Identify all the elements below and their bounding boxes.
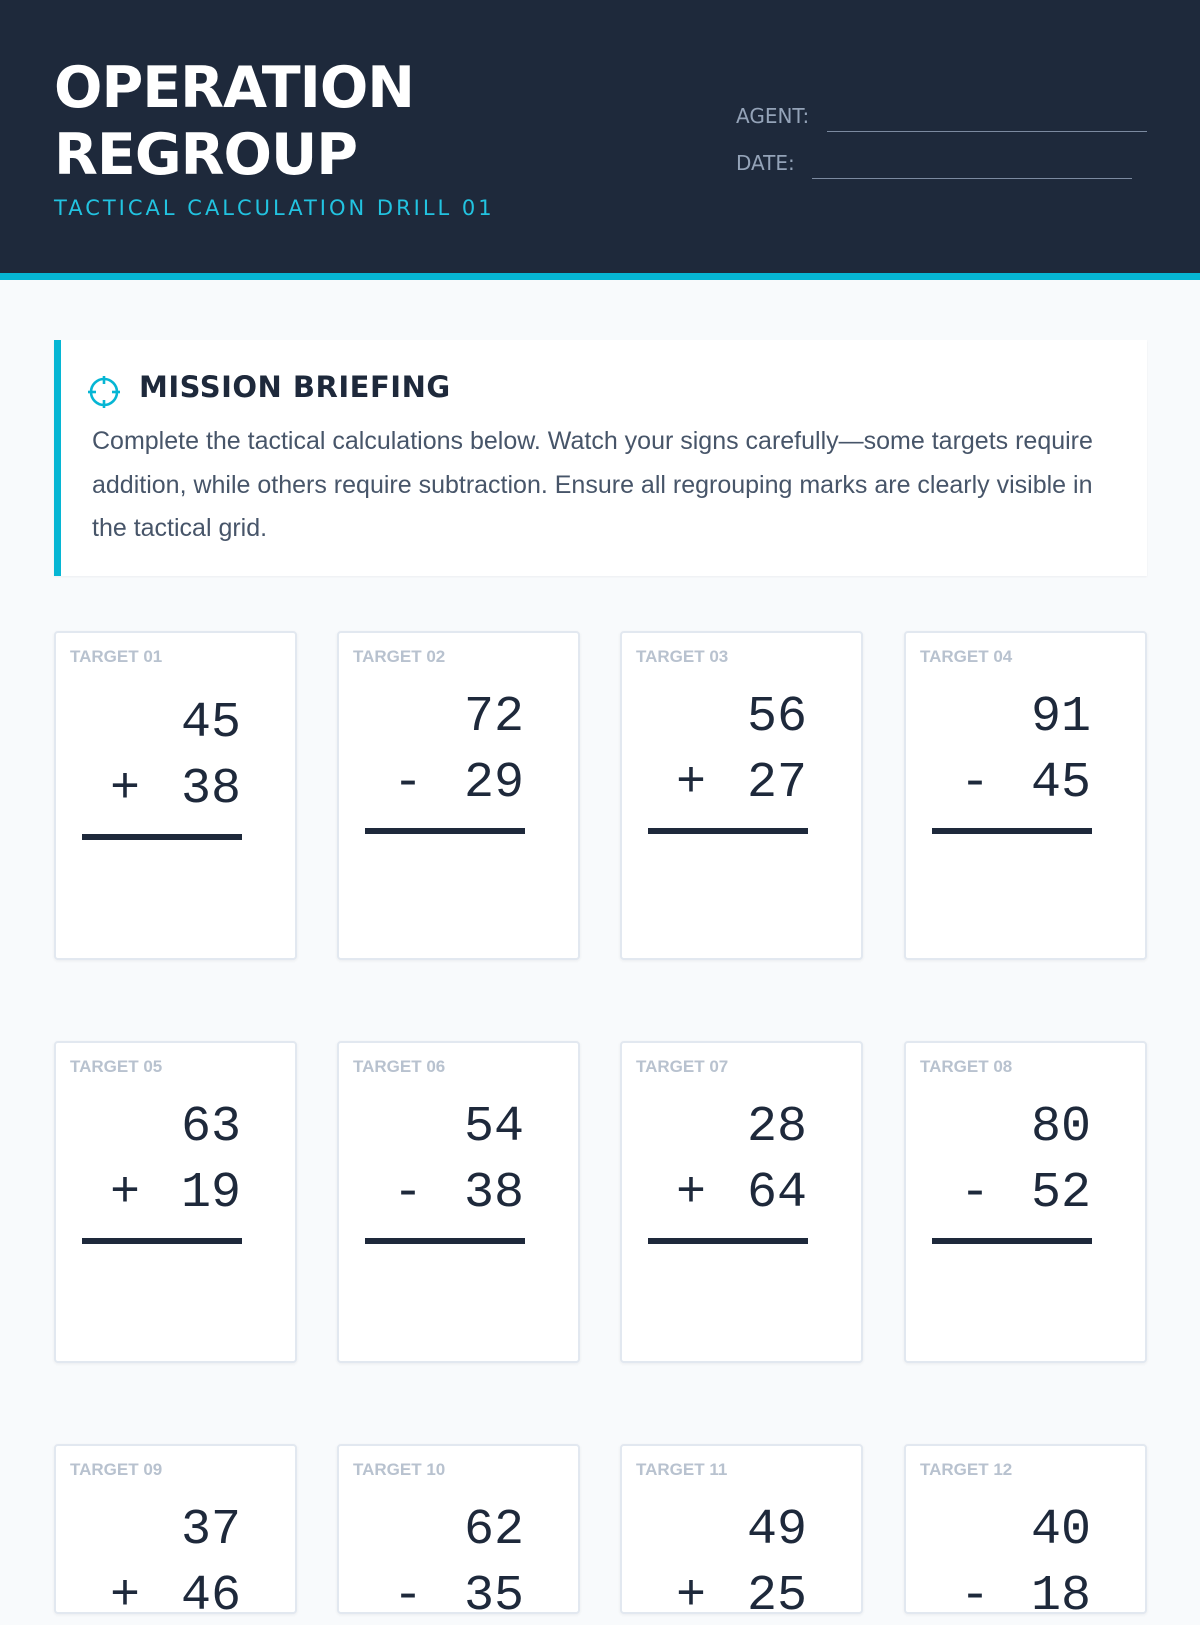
target-label: TARGET 12 bbox=[920, 1460, 1013, 1479]
bottom-number: 35 bbox=[463, 1568, 524, 1625]
operator-sign: - bbox=[960, 1568, 991, 1625]
answer-line bbox=[365, 828, 525, 834]
top-number: 62 bbox=[463, 1502, 524, 1559]
operator-sign: - bbox=[393, 1165, 424, 1222]
target-label: TARGET 07 bbox=[636, 1057, 729, 1076]
operator-sign: - bbox=[960, 1165, 991, 1222]
agent-label: AGENT: bbox=[736, 104, 810, 128]
operator-sign: + bbox=[676, 1165, 707, 1222]
title-line-2: REGROUP bbox=[54, 122, 358, 188]
top-number: 91 bbox=[1030, 689, 1091, 746]
agent-field[interactable] bbox=[827, 131, 1147, 132]
problem-card bbox=[337, 1444, 580, 1625]
target-label: TARGET 02 bbox=[353, 647, 446, 666]
crosshair-icon bbox=[87, 375, 121, 409]
bottom-number: 25 bbox=[746, 1568, 807, 1625]
answer-line bbox=[648, 1238, 808, 1244]
header bbox=[0, 0, 1200, 280]
operator-sign: + bbox=[676, 1568, 707, 1625]
briefing-title: MISSION BRIEFING bbox=[139, 370, 451, 404]
top-number: 37 bbox=[180, 1502, 241, 1559]
top-number: 40 bbox=[1030, 1502, 1091, 1559]
operator-sign: + bbox=[110, 761, 141, 818]
answer-line bbox=[932, 828, 1092, 834]
worksheet-subtitle: TACTICAL CALCULATION DRILL 01 bbox=[54, 196, 495, 220]
target-label: TARGET 04 bbox=[920, 647, 1013, 666]
problem-card bbox=[337, 631, 580, 960]
problem-card bbox=[904, 1444, 1147, 1625]
bottom-number: 18 bbox=[1030, 1568, 1091, 1625]
top-number: 63 bbox=[180, 1099, 241, 1156]
target-label: TARGET 05 bbox=[70, 1057, 163, 1076]
operator-sign: - bbox=[393, 755, 424, 812]
date-field[interactable] bbox=[812, 178, 1132, 179]
problem-card bbox=[904, 1041, 1147, 1363]
top-number: 45 bbox=[180, 695, 241, 752]
problem-card bbox=[620, 1041, 863, 1363]
briefing-text: Complete the tactical calculations below. Watch your signs carefully—some targets require addition, while others require subtraction. Ensure all regrouping marks are clearly visible in the tactical grid. bbox=[92, 427, 1093, 542]
operator-sign: + bbox=[110, 1568, 141, 1625]
target-label: TARGET 10 bbox=[353, 1460, 446, 1479]
problem-card bbox=[337, 1041, 580, 1363]
problem-card bbox=[620, 1444, 863, 1625]
target-label: TARGET 03 bbox=[636, 647, 729, 666]
problem-card bbox=[54, 631, 297, 960]
problem-card bbox=[904, 631, 1147, 960]
target-label: TARGET 11 bbox=[636, 1460, 728, 1479]
operator-sign: - bbox=[960, 755, 991, 812]
answer-line bbox=[82, 1238, 242, 1244]
bottom-number: 38 bbox=[463, 1165, 524, 1222]
bottom-number: 27 bbox=[746, 755, 807, 812]
date-label: DATE: bbox=[736, 151, 795, 175]
bottom-number: 45 bbox=[1030, 755, 1091, 812]
answer-line bbox=[648, 828, 808, 834]
title-line-1: OPERATION bbox=[54, 55, 414, 121]
answer-line bbox=[82, 834, 242, 840]
bottom-number: 64 bbox=[746, 1165, 807, 1222]
operator-sign: + bbox=[110, 1165, 141, 1222]
top-number: 56 bbox=[746, 689, 807, 746]
bottom-number: 46 bbox=[180, 1568, 241, 1625]
bottom-number: 29 bbox=[463, 755, 524, 812]
operator-sign: + bbox=[676, 755, 707, 812]
bottom-number: 19 bbox=[180, 1165, 241, 1222]
target-label: TARGET 01 bbox=[70, 647, 163, 666]
answer-line bbox=[932, 1238, 1092, 1244]
bottom-number: 52 bbox=[1030, 1165, 1091, 1222]
top-number: 80 bbox=[1030, 1099, 1091, 1156]
target-label: TARGET 08 bbox=[920, 1057, 1013, 1076]
operator-sign: - bbox=[393, 1568, 424, 1625]
mission-briefing bbox=[54, 340, 1147, 576]
problem-card bbox=[620, 631, 863, 960]
bottom-number: 38 bbox=[180, 761, 241, 818]
worksheet-title bbox=[54, 55, 414, 189]
target-label: TARGET 06 bbox=[353, 1057, 446, 1076]
problem-card bbox=[54, 1444, 297, 1625]
top-number: 49 bbox=[746, 1502, 807, 1559]
problem-card bbox=[54, 1041, 297, 1363]
top-number: 28 bbox=[746, 1099, 807, 1156]
top-number: 54 bbox=[463, 1099, 524, 1156]
answer-line bbox=[365, 1238, 525, 1244]
target-label: TARGET 09 bbox=[70, 1460, 163, 1479]
top-number: 72 bbox=[463, 689, 524, 746]
